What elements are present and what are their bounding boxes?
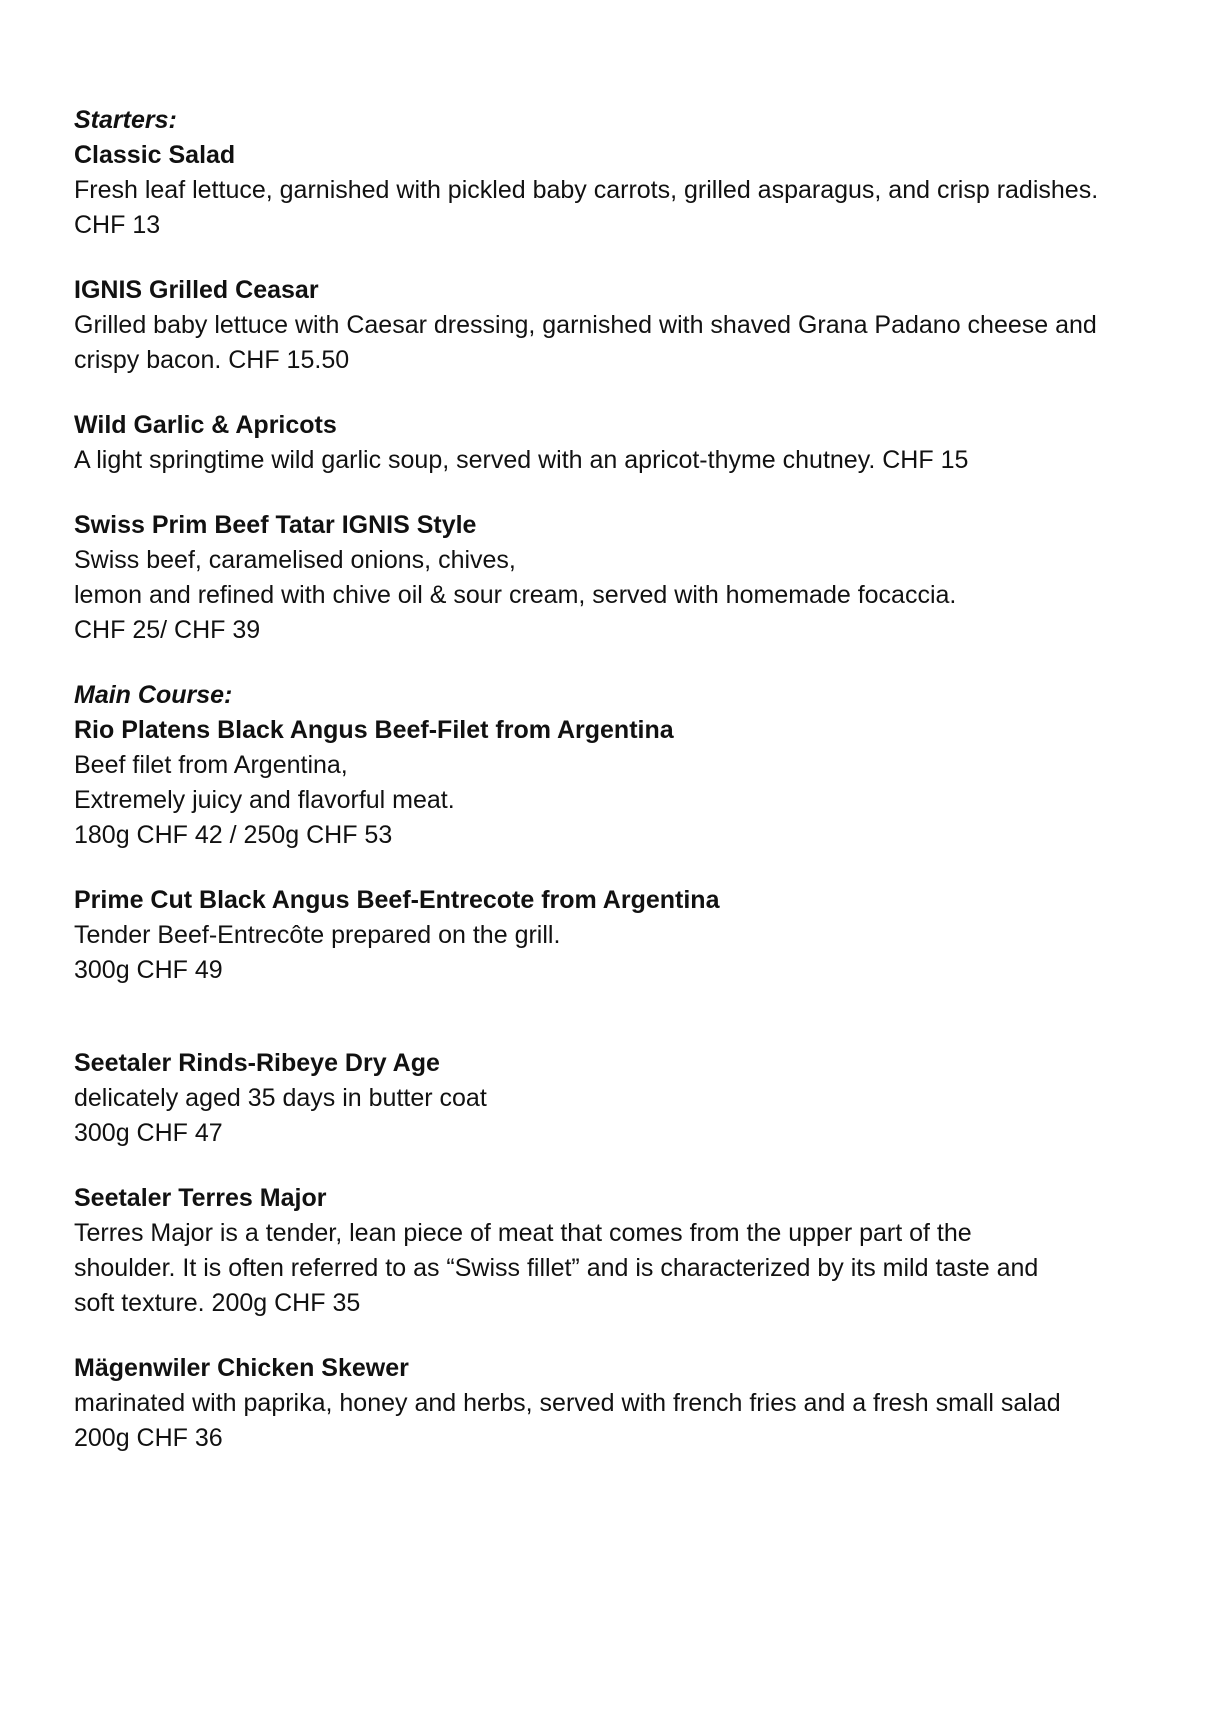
menu-item-description: Swiss beef, caramelised onions, chives,	[74, 546, 516, 574]
spacer	[74, 1151, 1184, 1181]
menu-item-description: Fresh leaf lettuce, garnished with pickled baby carrots, grilled asparagus, and crisp radishes.	[74, 176, 1099, 204]
menu-page	[74, 103, 1184, 1456]
menu-item-description: Beef filet from Argentina,	[74, 751, 348, 779]
menu-item-classic-salad	[74, 138, 1184, 243]
menu-item-description: marinated with paprika, honey and herbs, served with french fries and a fresh small salad	[74, 1389, 1061, 1417]
menu-item-description: delicately aged 35 days in butter coat	[74, 1084, 487, 1112]
spacer	[74, 378, 1184, 408]
menu-item-name: Swiss Prim Beef Tatar IGNIS Style	[74, 511, 477, 539]
menu-item-price: CHF 13	[74, 211, 161, 239]
section-heading-starters: Starters:	[74, 106, 177, 134]
menu-item-description: A light springtime wild garlic soup, served with an apricot-thyme chutney. CHF 15	[74, 446, 969, 474]
menu-item-seetaler-terres-major	[74, 1181, 1184, 1321]
menu-item-ignis-grilled-ceasar	[74, 273, 1184, 378]
menu-item-wild-garlic-apricots	[74, 408, 1184, 478]
spacer	[74, 478, 1184, 508]
menu-item-description: crispy bacon. CHF 15.50	[74, 346, 350, 374]
menu-item-name: Mägenwiler Chicken Skewer	[74, 1354, 409, 1382]
menu-item-price: 300g CHF 49	[74, 956, 223, 984]
menu-item-name: Prime Cut Black Angus Beef-Entrecote from Argentina	[74, 886, 720, 914]
menu-item-description: lemon and refined with chive oil & sour cream, served with homemade focaccia.	[74, 581, 957, 609]
menu-item-price: 180g CHF 42 / 250g CHF 53	[74, 821, 393, 849]
menu-item-price: 300g CHF 47	[74, 1119, 223, 1147]
spacer	[74, 1321, 1184, 1351]
menu-item-chicken-skewer	[74, 1351, 1184, 1456]
menu-item-name: Wild Garlic & Apricots	[74, 411, 337, 439]
menu-item-name: Rio Platens Black Angus Beef-Filet from Argentina	[74, 716, 674, 744]
menu-item-name: Classic Salad	[74, 141, 236, 169]
menu-item-description: soft texture. 200g CHF 35	[74, 1289, 361, 1317]
spacer	[74, 243, 1184, 273]
spacer	[74, 648, 1184, 678]
menu-item-rio-platens-filet	[74, 713, 1184, 853]
menu-item-name: Seetaler Terres Major	[74, 1184, 327, 1212]
menu-item-seetaler-ribeye	[74, 1046, 1184, 1151]
menu-item-swiss-beef-tatar	[74, 508, 1184, 648]
menu-item-description: Tender Beef-Entrecôte prepared on the grill.	[74, 921, 561, 949]
menu-item-name: IGNIS Grilled Ceasar	[74, 276, 319, 304]
menu-item-description: Extremely juicy and flavorful meat.	[74, 786, 455, 814]
menu-item-prime-cut-entrecote	[74, 883, 1184, 988]
section-heading-main-course: Main Course:	[74, 681, 233, 709]
spacer	[74, 853, 1184, 883]
menu-item-description: shoulder. It is often referred to as “Swiss fillet” and is characterized by its mild taste and	[74, 1254, 1039, 1282]
menu-item-description: Terres Major is a tender, lean piece of meat that comes from the upper part of the	[74, 1219, 972, 1247]
menu-item-description: Grilled baby lettuce with Caesar dressing, garnished with shaved Grana Padano cheese and	[74, 311, 1097, 339]
menu-item-price: 200g CHF 36	[74, 1424, 223, 1452]
menu-item-name: Seetaler Rinds-Ribeye Dry Age	[74, 1049, 440, 1077]
spacer	[74, 988, 1184, 1046]
menu-item-price: CHF 25/ CHF 39	[74, 616, 261, 644]
